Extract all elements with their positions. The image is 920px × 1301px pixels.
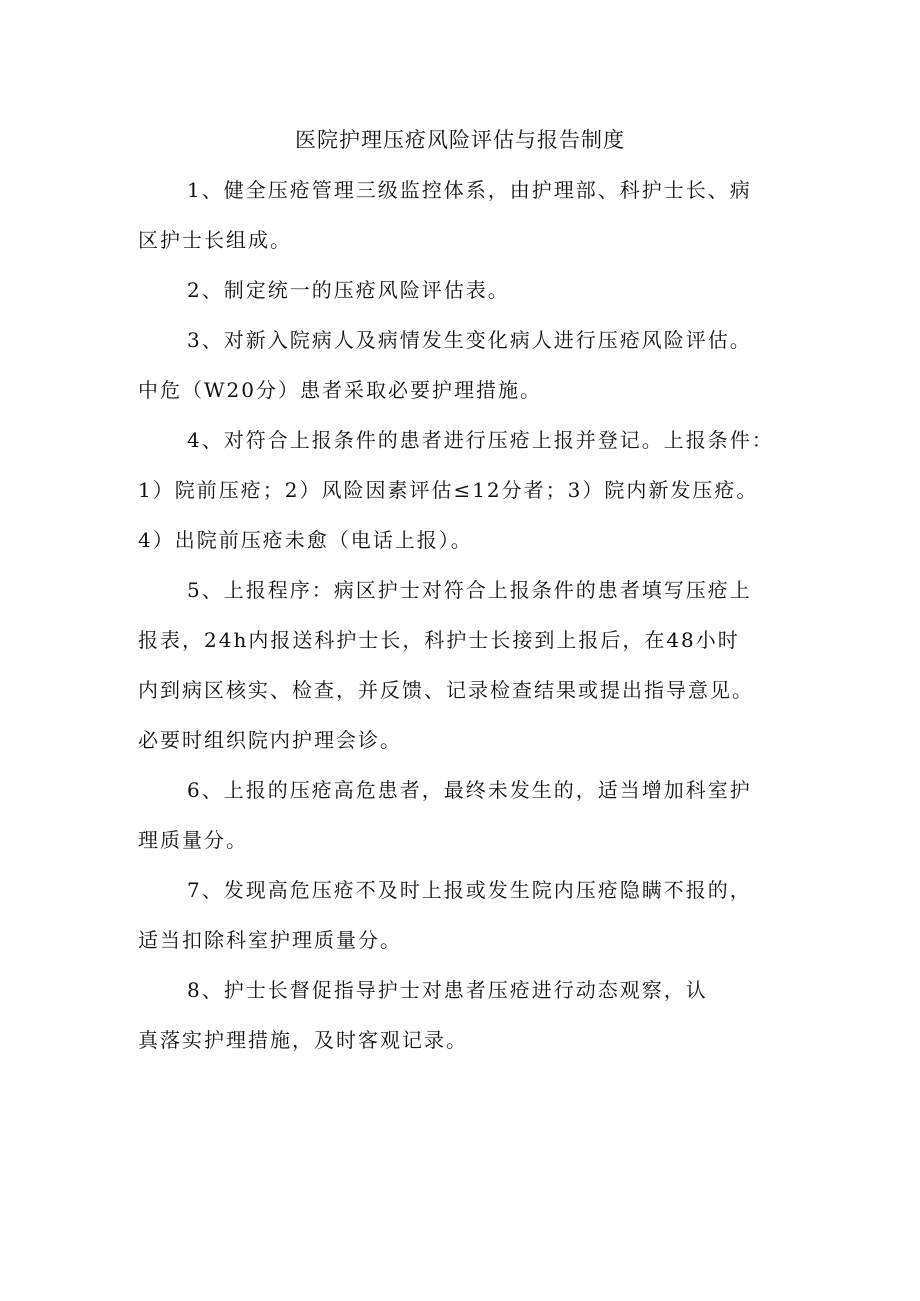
paragraph-5-line-3: 内到病区核实、检查，并反馈、记录检查结果或提出指导意见。 (138, 678, 754, 702)
paragraph-4-line-3: 4）出院前压疮未愈（电话上报）。 (138, 528, 473, 552)
paragraph-4-line-2: 1）院前压疮；2）风险因素评估≤12分者；3）院内新发压疮。 (138, 478, 759, 502)
paragraph-6-line-2: 理质量分。 (138, 828, 248, 852)
paragraph-7-line-2: 适当扣除科室护理质量分。 (138, 928, 402, 952)
paragraph-2-line-1: 2、制定统一的压疮风险评估表。 (187, 278, 510, 302)
paragraph-5-line-4: 必要时组织院内护理会诊。 (138, 728, 402, 752)
paragraph-5-line-1: 5、上报程序：病区护士对符合上报条件的患者填写压疮上 (187, 578, 752, 602)
paragraph-6-line-1: 6、上报的压疮高危患者，最终未发生的，适当增加科室护 (187, 778, 752, 802)
paragraph-1-line-2: 区护士长组成。 (138, 228, 292, 252)
paragraph-1-line-1: 1、健全压疮管理三级监控体系，由护理部、科护士长、病 (187, 178, 752, 202)
paragraph-8-line-2: 真落实护理措施，及时客观记录。 (138, 1028, 468, 1052)
paragraph-5-line-2: 报表，24h内报送科护士长，科护士长接到上报后，在48小时 (138, 628, 740, 652)
paragraph-3-line-2: 中危（W20分）患者采取必要护理措施。 (138, 378, 543, 402)
paragraph-8-line-1: 8、护士长督促指导护士对患者压疮进行动态观察，认 (187, 978, 708, 1002)
paragraph-3-line-1: 3、对新入院病人及病情发生变化病人进行压疮风险评估。 (187, 328, 752, 352)
paragraph-7-line-1: 7、发现高危压疮不及时上报或发生院内压疮隐瞒不报的， (187, 878, 752, 902)
document-title: 医院护理压疮风险评估与报告制度 (295, 128, 625, 152)
paragraph-4-line-1: 4、对符合上报条件的患者进行压疮上报并登记。上报条件： (187, 428, 774, 452)
